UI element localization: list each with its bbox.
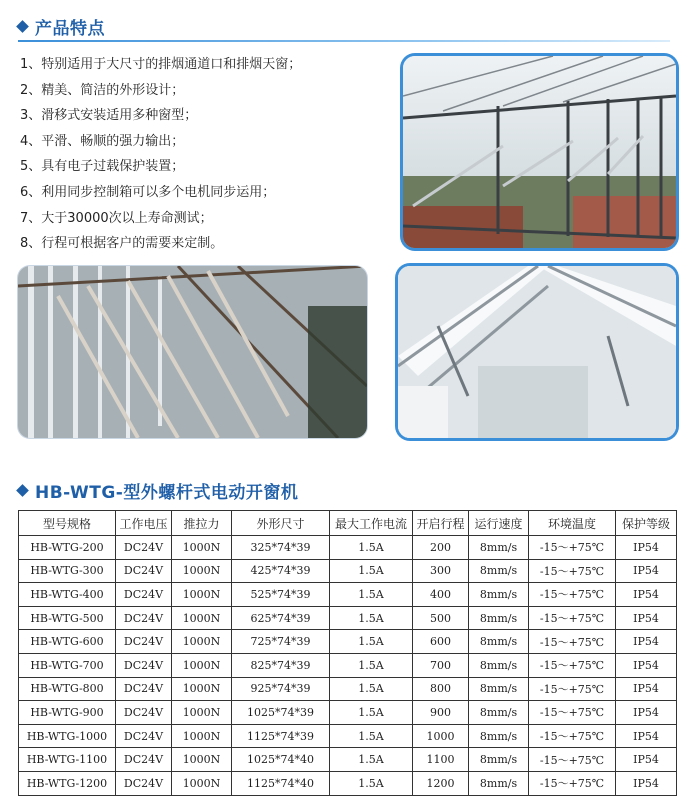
feature-item: 5、具有电子过载保护装置； (20, 159, 185, 175)
table-cell: 1000N (172, 677, 232, 701)
table-cell: DC24V (116, 771, 172, 795)
table-cell: 1000N (172, 748, 232, 772)
table-cell: HB-WTG-200 (19, 536, 116, 560)
table-cell: DC24V (116, 748, 172, 772)
table-cell: 200 (413, 536, 469, 560)
table-cell: HB-WTG-300 (19, 559, 116, 583)
table-cell: 8mm/s (469, 701, 529, 725)
feature-item: 3、滑移式安装适用多种窗型； (20, 108, 198, 124)
table-row (19, 606, 677, 630)
table-row (19, 630, 677, 654)
table-cell: 1000N (172, 653, 232, 677)
table-cell: IP54 (616, 583, 677, 607)
table-cell: IP54 (616, 701, 677, 725)
table-cell: -15～+75℃ (529, 536, 616, 560)
table-header: 型号规格 (19, 511, 116, 536)
table-row (19, 536, 677, 560)
table-cell: IP54 (616, 559, 677, 583)
table-cell: HB-WTG-700 (19, 653, 116, 677)
table-row (19, 677, 677, 701)
table-cell: HB-WTG-800 (19, 677, 116, 701)
table-cell: 1000N (172, 583, 232, 607)
table-cell: IP54 (616, 536, 677, 560)
table-cell: 500 (413, 606, 469, 630)
table-cell: 800 (413, 677, 469, 701)
table-cell: 700 (413, 653, 469, 677)
table-cell: 1.5A (330, 536, 413, 560)
table-cell: HB-WTG-1000 (19, 724, 116, 748)
table-cell: 1000N (172, 724, 232, 748)
section-title-features (18, 14, 105, 39)
table-cell: 1000N (172, 630, 232, 654)
table-row (19, 559, 677, 583)
table-cell: IP54 (616, 677, 677, 701)
table-cell: DC24V (116, 536, 172, 560)
section-title-text: 产品特点 (35, 19, 105, 39)
table-cell: -15～+75℃ (529, 559, 616, 583)
diamond-bullet-icon (16, 484, 29, 497)
feature-item: 6、利用同步控制箱可以多个电机同步运用； (20, 184, 276, 200)
table-cell: 600 (413, 630, 469, 654)
table-cell: HB-WTG-900 (19, 701, 116, 725)
table-cell: 925*74*39 (232, 677, 330, 701)
feature-item: 7、大于30000次以上寿命测试； (20, 210, 213, 226)
table-cell: 1125*74*40 (232, 771, 330, 795)
table-header-row (19, 511, 677, 536)
table-cell: 425*74*39 (232, 559, 330, 583)
table-header: 工作电压 (116, 511, 172, 536)
table-row (19, 701, 677, 725)
table-body (19, 536, 677, 796)
table-cell: 1125*74*39 (232, 724, 330, 748)
table-cell: 1.5A (330, 559, 413, 583)
table-header: 运行速度 (469, 511, 529, 536)
table-cell: DC24V (116, 701, 172, 725)
table-cell: 8mm/s (469, 559, 529, 583)
table-cell: -15～+75℃ (529, 583, 616, 607)
table-cell: DC24V (116, 583, 172, 607)
table-cell: IP54 (616, 724, 677, 748)
product-photo-atrium (18, 266, 367, 438)
table-cell: 1025*74*39 (232, 701, 330, 725)
section-title-text: HB-WTG-型外螺杆式电动开窗机 (35, 483, 299, 503)
spec-table (18, 510, 677, 796)
table-cell: -15～+75℃ (529, 630, 616, 654)
table-cell: 1000N (172, 701, 232, 725)
table-cell: DC24V (116, 653, 172, 677)
table-cell: DC24V (116, 606, 172, 630)
table-row (19, 724, 677, 748)
feature-item: 8、行程可根据客户的需要来定制。 (20, 236, 224, 252)
table-cell: 8mm/s (469, 653, 529, 677)
table-cell: 300 (413, 559, 469, 583)
table-cell: 400 (413, 583, 469, 607)
table-cell: 1.5A (330, 701, 413, 725)
table-cell: 8mm/s (469, 536, 529, 560)
table-cell: 1000N (172, 536, 232, 560)
table-cell: 1000 (413, 724, 469, 748)
table-cell: 8mm/s (469, 606, 529, 630)
table-cell: -15～+75℃ (529, 677, 616, 701)
table-row (19, 653, 677, 677)
table-cell: 1.5A (330, 653, 413, 677)
table-cell: 725*74*39 (232, 630, 330, 654)
table-cell: 325*74*39 (232, 536, 330, 560)
table-cell: IP54 (616, 771, 677, 795)
table-cell: 1.5A (330, 748, 413, 772)
product-photo-skylight-row (403, 56, 676, 248)
table-cell: DC24V (116, 559, 172, 583)
table-cell: HB-WTG-400 (19, 583, 116, 607)
table-cell: HB-WTG-1100 (19, 748, 116, 772)
table-cell: 825*74*39 (232, 653, 330, 677)
table-cell: -15～+75℃ (529, 653, 616, 677)
table-cell: -15～+75℃ (529, 606, 616, 630)
table-cell: 1.5A (330, 677, 413, 701)
table-cell: DC24V (116, 677, 172, 701)
table-cell: IP54 (616, 748, 677, 772)
table-header: 外形尺寸 (232, 511, 330, 536)
table-cell: 8mm/s (469, 630, 529, 654)
table-cell: 1000N (172, 559, 232, 583)
table-cell: 8mm/s (469, 748, 529, 772)
table-cell: 8mm/s (469, 583, 529, 607)
table-cell: 1.5A (330, 724, 413, 748)
diamond-bullet-icon (16, 20, 29, 33)
table-cell: 8mm/s (469, 771, 529, 795)
table-row (19, 583, 677, 607)
table-cell: 900 (413, 701, 469, 725)
table-cell: HB-WTG-1200 (19, 771, 116, 795)
table-cell: 1200 (413, 771, 469, 795)
table-cell: 1100 (413, 748, 469, 772)
table-cell: 1.5A (330, 606, 413, 630)
table-cell: -15～+75℃ (529, 724, 616, 748)
table-cell: 1.5A (330, 771, 413, 795)
feature-list (20, 52, 400, 257)
table-header: 环境温度 (529, 511, 616, 536)
table-cell: -15～+75℃ (529, 771, 616, 795)
table-cell: 8mm/s (469, 724, 529, 748)
table-cell: 1.5A (330, 630, 413, 654)
table-cell: 525*74*39 (232, 583, 330, 607)
table-cell: -15～+75℃ (529, 701, 616, 725)
table-row (19, 748, 677, 772)
feature-item: 1、特别适用于大尺寸的排烟通道口和排烟天窗； (20, 57, 302, 72)
table-cell: 8mm/s (469, 677, 529, 701)
feature-item: 4、平滑、畅顺的强力输出； (20, 133, 185, 149)
product-photo-ridge-skylight (398, 266, 676, 438)
section-title-model (18, 478, 298, 503)
table-cell: IP54 (616, 653, 677, 677)
table-cell: HB-WTG-600 (19, 630, 116, 654)
table-cell: 1.5A (330, 583, 413, 607)
table-cell: DC24V (116, 630, 172, 654)
table-cell: 1000N (172, 606, 232, 630)
table-row (19, 771, 677, 795)
table-header: 最大工作电流 (330, 511, 413, 536)
table-cell: 1025*74*40 (232, 748, 330, 772)
table-header: 推拉力 (172, 511, 232, 536)
table-cell: IP54 (616, 606, 677, 630)
feature-item: 2、精美、简洁的外形设计； (20, 82, 185, 98)
table-header: 保护等级 (616, 511, 677, 536)
table-cell: 1000N (172, 771, 232, 795)
table-cell: 625*74*39 (232, 606, 330, 630)
table-cell: IP54 (616, 630, 677, 654)
table-header: 开启行程 (413, 511, 469, 536)
table-cell: HB-WTG-500 (19, 606, 116, 630)
table-cell: DC24V (116, 724, 172, 748)
table-cell: -15～+75℃ (529, 748, 616, 772)
title-divider (18, 40, 670, 42)
